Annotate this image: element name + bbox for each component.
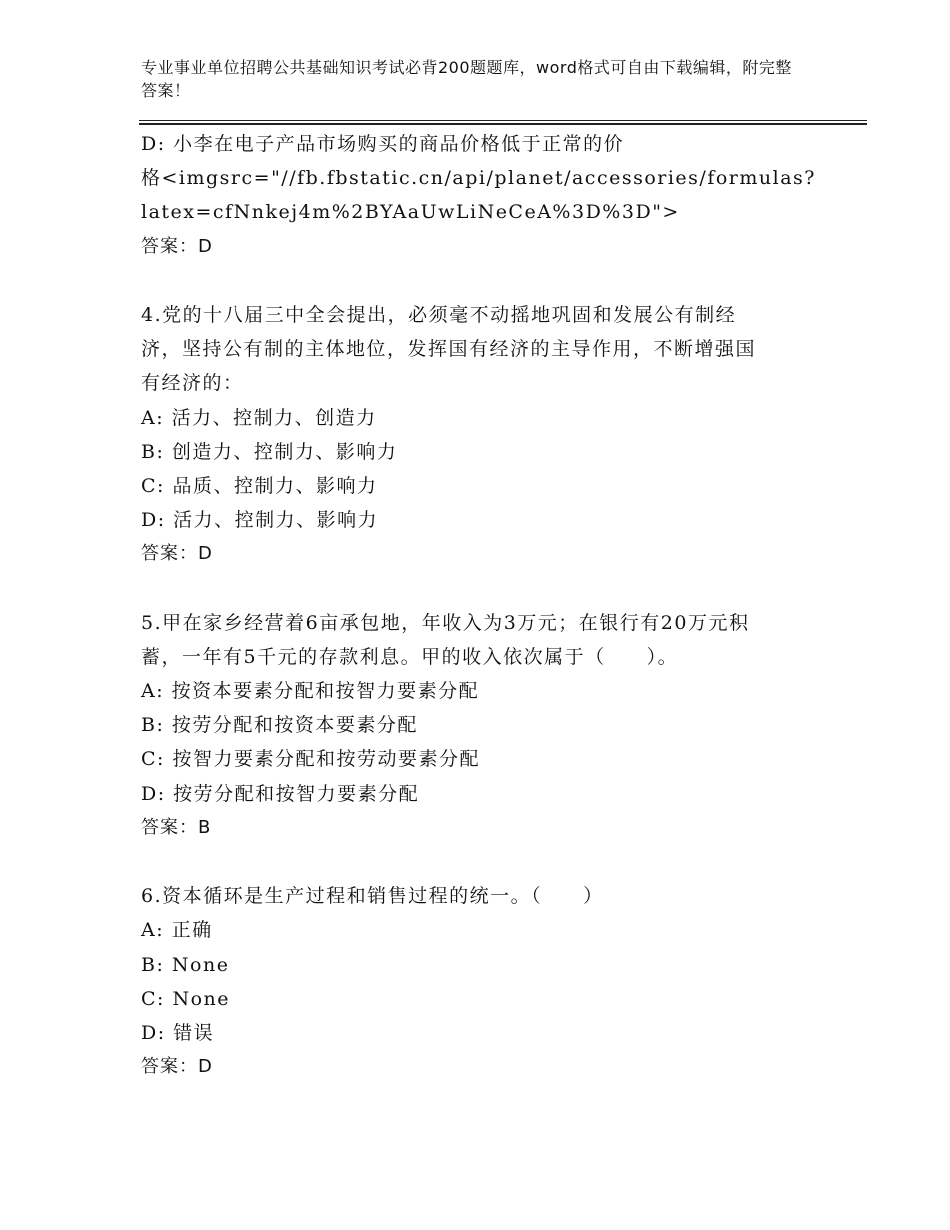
- question-list: [141, 127, 821, 1084]
- option-d: D: 按劳分配和按智力要素分配: [141, 782, 420, 805]
- option-c: C: 按智力要素分配和按劳动要素分配: [141, 748, 480, 771]
- question-stem-line: 5.甲在家乡经营着6亩承包地，年收入为3万元；在银行有20万元积: [141, 611, 750, 634]
- option-b: B: 创造力、控制力、影响力: [141, 440, 398, 463]
- question-6: [141, 879, 821, 1084]
- option-c: C: None: [141, 987, 231, 1010]
- option-line: 格<imgsrc="//fb.fbstatic.cn/api/planet/accessories/formulas?: [141, 167, 816, 190]
- option-d: D: 错误: [141, 1021, 215, 1044]
- question-stem-line: 济，坚持公有制的主体地位，发挥国有经济的主导作用，不断增强国: [141, 338, 757, 361]
- option-a: A: 正确: [141, 919, 213, 942]
- question-5: [141, 606, 821, 845]
- spacer: [141, 264, 821, 298]
- question-stem-line: 蓄，一年有5千元的存款利息。甲的收入依次属于（ ）。: [141, 645, 679, 668]
- question-3-tail: [141, 127, 821, 264]
- question-stem-line: 4.党的十八届三中全会提出，必须毫不动摇地巩固和发展公有制经: [141, 303, 737, 326]
- answer-label: 答案：B: [141, 816, 212, 838]
- document-header: 专业事业单位招聘公共基础知识考试必背200题题库，word格式可自由下载编辑，附完整答案！: [141, 58, 792, 100]
- question-4: [141, 298, 821, 572]
- header-divider: [139, 120, 867, 125]
- option-d: D: 活力、控制力、影响力: [141, 509, 379, 532]
- option-line: D: 小李在电子产品市场购买的商品价格低于正常的价: [141, 133, 625, 155]
- answer-label: 答案：D: [141, 1056, 213, 1078]
- option-b: B: 按劳分配和按资本要素分配: [141, 714, 418, 737]
- answer-label: 答案：D: [141, 543, 213, 565]
- option-line: latex=cfNnkej4m%2BYAaUwLiNeCeA%3D%3D">: [141, 201, 680, 224]
- option-a: A: 活力、控制力、创造力: [141, 406, 377, 429]
- option-c: C: 品质、控制力、影响力: [141, 474, 378, 497]
- answer-label: 答案：D: [141, 235, 213, 257]
- option-b: B: None: [141, 953, 230, 976]
- spacer: [141, 571, 821, 605]
- question-stem-line: 有经济的：: [141, 372, 244, 395]
- option-a: A: 按资本要素分配和按智力要素分配: [141, 680, 480, 702]
- question-stem-line: 6.资本循环是生产过程和销售过程的统一。（ ）: [141, 885, 604, 908]
- spacer: [141, 845, 821, 879]
